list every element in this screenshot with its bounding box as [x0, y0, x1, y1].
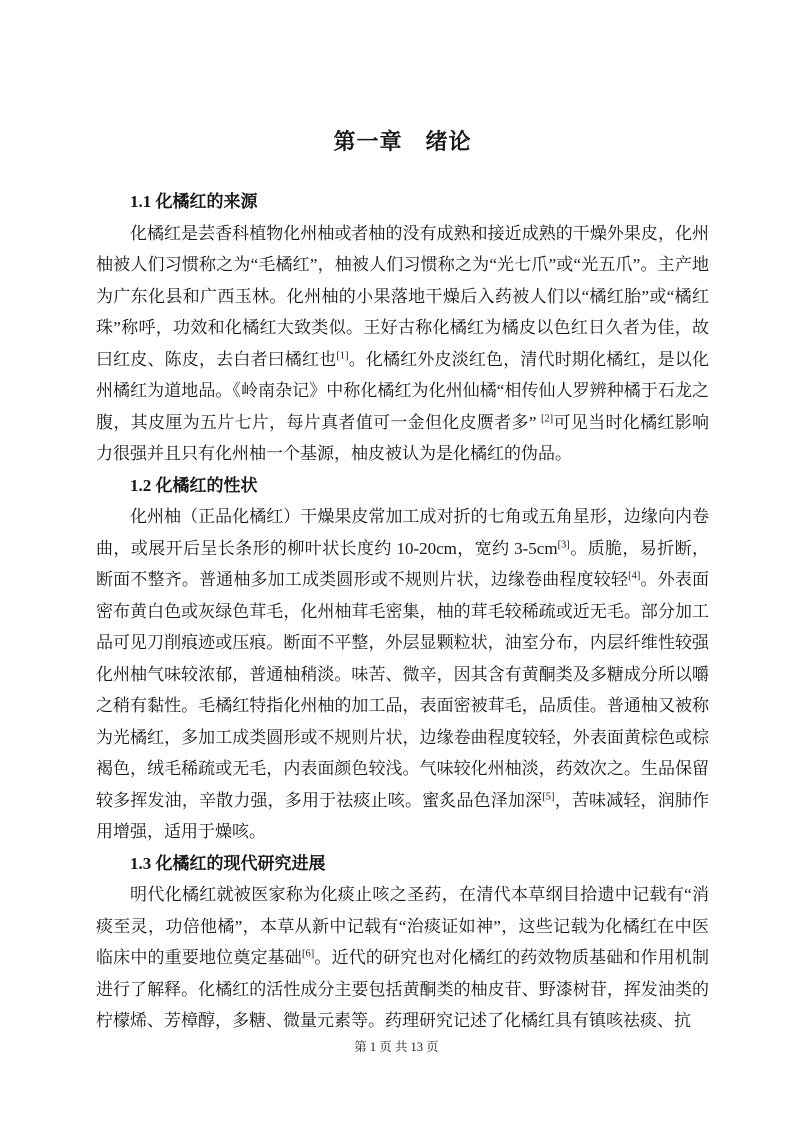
paragraph: 化橘红是芸香科植物化州柚或者柚的没有成熟和接近成熟的干燥外果皮，化州柚被人们习惯称之为“毛橘红”，柚被人们习惯称之为“光七爪”或“光五爪”。主产地为广东化县和广西玉林。化州柚的小果落地干燥后入药被人们以“橘红胎”或“橘红珠”称呼，功效和化橘红大致类似。王好古称化橘红为橘皮以色红日久者为佳，故曰红皮、陈皮，去白者曰橘红也[1]。化橘红外皮淡红色，清代时期化橘红，是以化州橘红为道地品。《岭南杂记》中称化橘红为化州仙橘“相传仙人罗辨种橘于石龙之腹，其皮厘为五片七片，每片真者值可一金但化皮赝者多” [2]可见当时化橘红影响力很强并且只有化州柚一个基源，柚皮被认为是化橘红的伪品。: [96, 223, 710, 463]
paragraph: 明代化橘红就被医家称为化痰止咳之圣药，在清代本草纲目拾遗中记载有“消痰至灵，功倍他橘”，本草从新中记载有“治痰证如神”，这些记载为化橘红在中医临床中的重要地位奠定基础[6]。近代的研究也对化橘红的药效物质基础和作用机制进行了解释。化橘红的活性成分主要包括黄酮类的柚皮苷、野漆树苷，挥发油类的柠檬烯、芳樟醇，多糖、微量元素等。药理研究记述了化橘红具有镇咳祛痰、抗: [96, 885, 710, 1030]
section-heading: 1.3 化橘红的现代研究进展: [130, 853, 326, 873]
citation-ref: [5]: [542, 790, 555, 802]
document-sections: [96, 186, 709, 1037]
section-heading: 1.2 化橘红的性状: [130, 475, 258, 495]
citation-ref: [1]: [336, 349, 349, 361]
citation-ref: [2]: [540, 412, 554, 424]
citation-ref: [4]: [628, 570, 641, 582]
citation-ref: [3]: [557, 538, 570, 550]
citation-ref: [6]: [301, 948, 315, 960]
paragraph: 化州柚（正品化橘红）干燥果皮常加工成对折的七角或五角星形，边缘向内卷曲，或展开后呈长条形的柳叶状长度约 10-20cm，宽约 3-5cm[3]。质脆，易折断，断面不整齐。普通柚多加工成类圆形或不规则片状，边缘卷曲程度较轻[4]。外表面密布黄白色或灰绿色茸毛，化州柚茸毛密集，柚的茸毛较稀疏或近无毛。部分加工品可见刀削痕迹或压痕。断面不平整，外层显颗粒状，油室分布，内层纤维性较强化州柚气味较浓郁，普通柚稍淡。味苦、微辛，因其含有黄酮类及多糖成分所以嚼之稍有黏性。毛橘红特指化州柚的加工品，表面密被茸毛，品质佳。普通柚又被称为光橘红，多加工成类圆形或不规则片状，边缘卷曲程度较轻，外表面黄棕色或棕褐色，绒毛稀疏或无毛，内表面颜色较浅。气味较化州柚淡，药效次之。生品保留较多挥发油，辛散力强，多用于祛痰止咳。蜜炙品色泽加深[5]，苦味减轻，润肺作用增强，适用于燥咳。: [96, 507, 710, 841]
page-number-footer: 第 1 页 共 13 页: [354, 1040, 439, 1054]
section-heading: 1.1 化橘红的来源: [130, 192, 258, 211]
chapter-title: 第一章 绪论: [333, 129, 472, 154]
